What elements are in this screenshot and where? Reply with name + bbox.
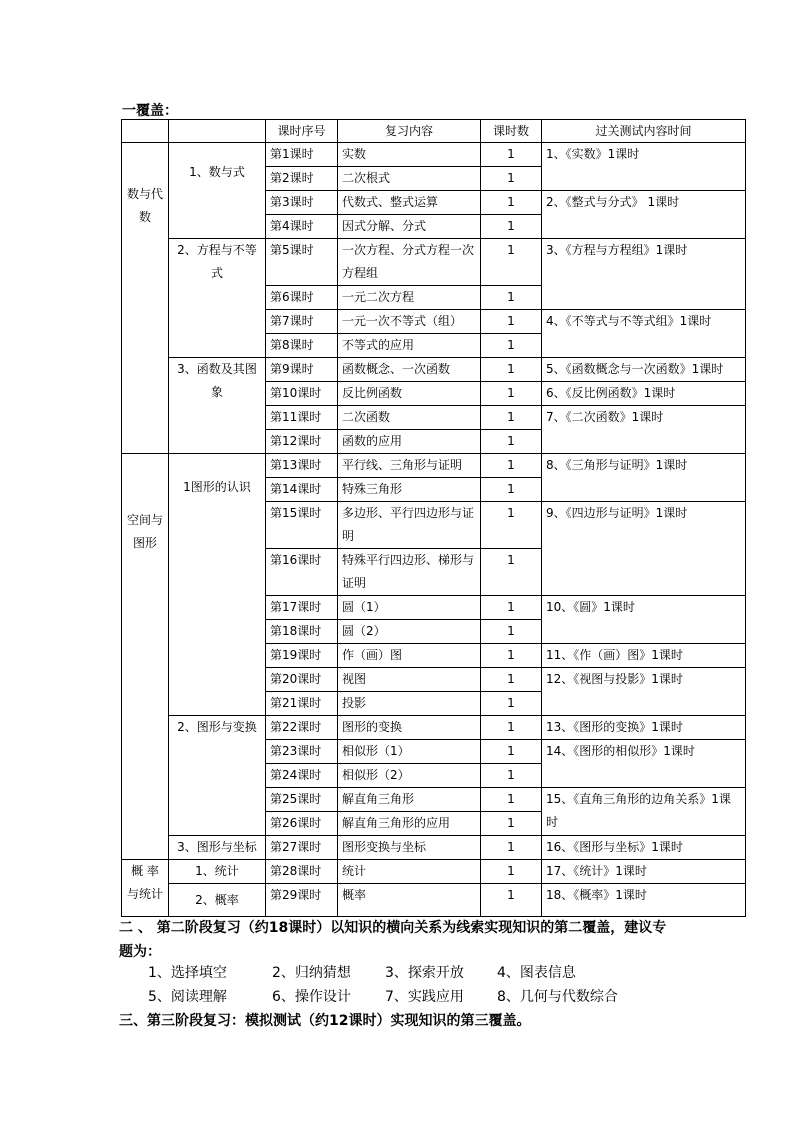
review-content-cell: 多边形、平行四边形与证明 <box>338 502 481 549</box>
lesson-number-cell: 第4课时 <box>266 215 338 239</box>
lesson-number-cell: 第6课时 <box>266 286 338 310</box>
lesson-number-cell: 第9课时 <box>266 358 338 382</box>
test-content-cell: 3、《方程与方程组》1课时 <box>542 239 746 310</box>
lesson-number-cell: 第19课时 <box>266 644 338 668</box>
hours-cell: 1 <box>481 310 542 334</box>
lesson-number-cell: 第7课时 <box>266 310 338 334</box>
hours-cell: 1 <box>481 860 542 884</box>
lesson-number-cell: 第28课时 <box>266 860 338 884</box>
review-content-cell: 函数的应用 <box>338 430 481 454</box>
category-cell: 概 率与统计 <box>122 860 169 917</box>
hours-cell: 1 <box>481 191 542 215</box>
topic-item: 6、操作设计 <box>272 989 351 1005</box>
review-content-cell: 作（画）图 <box>338 644 481 668</box>
review-content-cell: 二次函数 <box>338 406 481 430</box>
review-content-cell: 图形的变换 <box>338 716 481 740</box>
test-content-cell: 8、《三角形与证明》1课时 <box>542 454 746 502</box>
category-cell: 数与代数 <box>122 143 169 454</box>
lesson-number-cell: 第11课时 <box>266 406 338 430</box>
test-content-cell: 10、《圆》1课时 <box>542 596 746 644</box>
hours-cell: 1 <box>481 788 542 812</box>
lesson-row <box>122 454 746 478</box>
review-content-cell: 圆（1） <box>338 596 481 620</box>
hours-cell: 1 <box>481 549 542 596</box>
hours-cell: 1 <box>481 692 542 716</box>
hours-cell: 1 <box>481 836 542 860</box>
subcategory-cell: 2、图形与变换 <box>169 716 266 836</box>
lesson-number-cell: 第13课时 <box>266 454 338 478</box>
lesson-number-cell: 第5课时 <box>266 239 338 286</box>
hours-cell: 1 <box>481 143 542 167</box>
lesson-number-cell: 第17课时 <box>266 596 338 620</box>
review-content-cell: 特殊平行四边形、梯形与证明 <box>338 549 481 596</box>
hours-cell: 1 <box>481 382 542 406</box>
lesson-number-cell: 第20课时 <box>266 668 338 692</box>
review-content-cell: 图形变换与坐标 <box>338 836 481 860</box>
topic-item: 4、图表信息 <box>497 965 576 981</box>
header-row <box>122 120 746 143</box>
lesson-number-cell: 第22课时 <box>266 716 338 740</box>
lesson-number-cell: 第18课时 <box>266 620 338 644</box>
subcategory-cell: 2、概率 <box>169 884 266 917</box>
subcategory-cell: 1图形的认识 <box>169 454 266 716</box>
topic-item: 2、归纳猜想 <box>272 965 351 981</box>
review-content-cell: 相似形（1） <box>338 740 481 764</box>
test-content-cell: 18、《概率》1课时 <box>542 884 746 917</box>
review-content-cell: 解直角三角形的应用 <box>338 812 481 836</box>
hours-cell: 1 <box>481 215 542 239</box>
lesson-number-cell: 第10课时 <box>266 382 338 406</box>
subcategory-cell: 3、函数及其图象 <box>169 358 266 454</box>
lesson-number-cell: 第3课时 <box>266 191 338 215</box>
review-content-cell: 函数概念、一次函数 <box>338 358 481 382</box>
review-content-cell: 概率 <box>338 884 481 917</box>
hours-cell: 1 <box>481 239 542 286</box>
lesson-number-cell: 第24课时 <box>266 764 338 788</box>
header-cell: 过关测试内容时间 <box>542 120 746 143</box>
lesson-row <box>122 884 746 917</box>
lesson-number-cell: 第14课时 <box>266 478 338 502</box>
test-content-cell: 5、《函数概念与一次函数》1课时 <box>542 358 746 382</box>
lesson-row <box>122 716 746 740</box>
lesson-number-cell: 第27课时 <box>266 836 338 860</box>
hours-cell: 1 <box>481 884 542 917</box>
test-content-cell: 1、《实数》1课时 <box>542 143 746 191</box>
lesson-row <box>122 143 746 167</box>
review-content-cell: 一元一次不等式（组） <box>338 310 481 334</box>
topic-item: 7、实践应用 <box>385 989 464 1005</box>
section2-line2: 题为： <box>119 944 161 960</box>
hours-cell: 1 <box>481 596 542 620</box>
test-content-cell: 17、《统计》1课时 <box>542 860 746 884</box>
test-content-cell: 16、《图形与坐标》1课时 <box>542 836 746 860</box>
lesson-number-cell: 第23课时 <box>266 740 338 764</box>
review-content-cell: 圆（2） <box>338 620 481 644</box>
section2-line1: 二 、 第二阶段复习（约18课时）以知识的横向关系为线索实现知识的第二覆盖，建议专 <box>119 920 667 936</box>
test-content-cell: 6、《反比例函数》1课时 <box>542 382 746 406</box>
review-content-cell: 相似形（2） <box>338 764 481 788</box>
test-content-cell: 11、《作（画）图》1课时 <box>542 644 746 668</box>
review-content-cell: 反比例函数 <box>338 382 481 406</box>
lesson-number-cell: 第25课时 <box>266 788 338 812</box>
lesson-number-cell: 第26课时 <box>266 812 338 836</box>
lesson-number-cell: 第29课时 <box>266 884 338 917</box>
topic-item: 5、阅读理解 <box>148 989 227 1005</box>
review-content-cell: 因式分解、分式 <box>338 215 481 239</box>
topic-item: 1、选择填空 <box>148 965 227 981</box>
review-content-cell: 不等式的应用 <box>338 334 481 358</box>
test-content-cell: 9、《四边形与证明》1课时 <box>542 502 746 596</box>
topic-item: 8、几何与代数综合 <box>497 989 618 1005</box>
hours-cell: 1 <box>481 358 542 382</box>
test-content-cell: 14、《图形的相似形》1课时 <box>542 740 746 788</box>
lesson-row <box>122 239 746 286</box>
review-content-cell: 解直角三角形 <box>338 788 481 812</box>
hours-cell: 1 <box>481 716 542 740</box>
header-cell: 复习内容 <box>338 120 481 143</box>
review-content-cell: 二次根式 <box>338 167 481 191</box>
subcategory-cell: 2、方程与不等式 <box>169 239 266 358</box>
test-content-cell: 13、《图形的变换》1课时 <box>542 716 746 740</box>
lesson-number-cell: 第2课时 <box>266 167 338 191</box>
lesson-number-cell: 第16课时 <box>266 549 338 596</box>
header-cell <box>122 120 169 143</box>
lesson-number-cell: 第12课时 <box>266 430 338 454</box>
review-content-cell: 视图 <box>338 668 481 692</box>
subcategory-cell: 3、图形与坐标 <box>169 836 266 860</box>
test-content-cell: 12、《视图与投影》1课时 <box>542 668 746 716</box>
lesson-number-cell: 第15课时 <box>266 502 338 549</box>
hours-cell: 1 <box>481 764 542 788</box>
hours-cell: 1 <box>481 740 542 764</box>
hours-cell: 1 <box>481 286 542 310</box>
hours-cell: 1 <box>481 644 542 668</box>
hours-cell: 1 <box>481 167 542 191</box>
lesson-row <box>122 836 746 860</box>
hours-cell: 1 <box>481 668 542 692</box>
section3-line: 三、第三阶段复习：模拟测试（约12课时）实现知识的第三覆盖。 <box>119 1013 531 1029</box>
lesson-number-cell: 第21课时 <box>266 692 338 716</box>
test-content-cell: 4、《不等式与不等式组》1课时 <box>542 310 746 358</box>
test-content-cell: 15、《直角三角形的边角关系》1课时 <box>542 788 746 836</box>
hours-cell: 1 <box>481 430 542 454</box>
category-cell: 空间与图形 <box>122 454 169 860</box>
hours-cell: 1 <box>481 454 542 478</box>
lesson-number-cell: 第8课时 <box>266 334 338 358</box>
hours-cell: 1 <box>481 502 542 549</box>
subcategory-cell: 1、数与式 <box>169 143 266 239</box>
review-content-cell: 实数 <box>338 143 481 167</box>
review-content-cell: 特殊三角形 <box>338 478 481 502</box>
hours-cell: 1 <box>481 334 542 358</box>
review-content-cell: 投影 <box>338 692 481 716</box>
test-content-cell: 2、《整式与分式》 1课时 <box>542 191 746 239</box>
review-content-cell: 统计 <box>338 860 481 884</box>
review-content-cell: 一元二次方程 <box>338 286 481 310</box>
hours-cell: 1 <box>481 478 542 502</box>
topic-item: 3、探索开放 <box>385 965 464 981</box>
header-cell <box>169 120 266 143</box>
review-content-cell: 代数式、整式运算 <box>338 191 481 215</box>
review-content-cell: 一次方程、分式方程一次方程组 <box>338 239 481 286</box>
lesson-number-cell: 第1课时 <box>266 143 338 167</box>
header-cell: 课时序号 <box>266 120 338 143</box>
section1-heading: 一覆盖： <box>122 103 178 119</box>
lesson-row <box>122 860 746 884</box>
review-content-cell: 平行线、三角形与证明 <box>338 454 481 478</box>
header-cell: 课时数 <box>481 120 542 143</box>
hours-cell: 1 <box>481 812 542 836</box>
lesson-row <box>122 358 746 382</box>
hours-cell: 1 <box>481 620 542 644</box>
test-content-cell: 7、《二次函数》1课时 <box>542 406 746 454</box>
subcategory-cell: 1、统计 <box>169 860 266 884</box>
review-schedule-table <box>121 119 746 917</box>
hours-cell: 1 <box>481 406 542 430</box>
